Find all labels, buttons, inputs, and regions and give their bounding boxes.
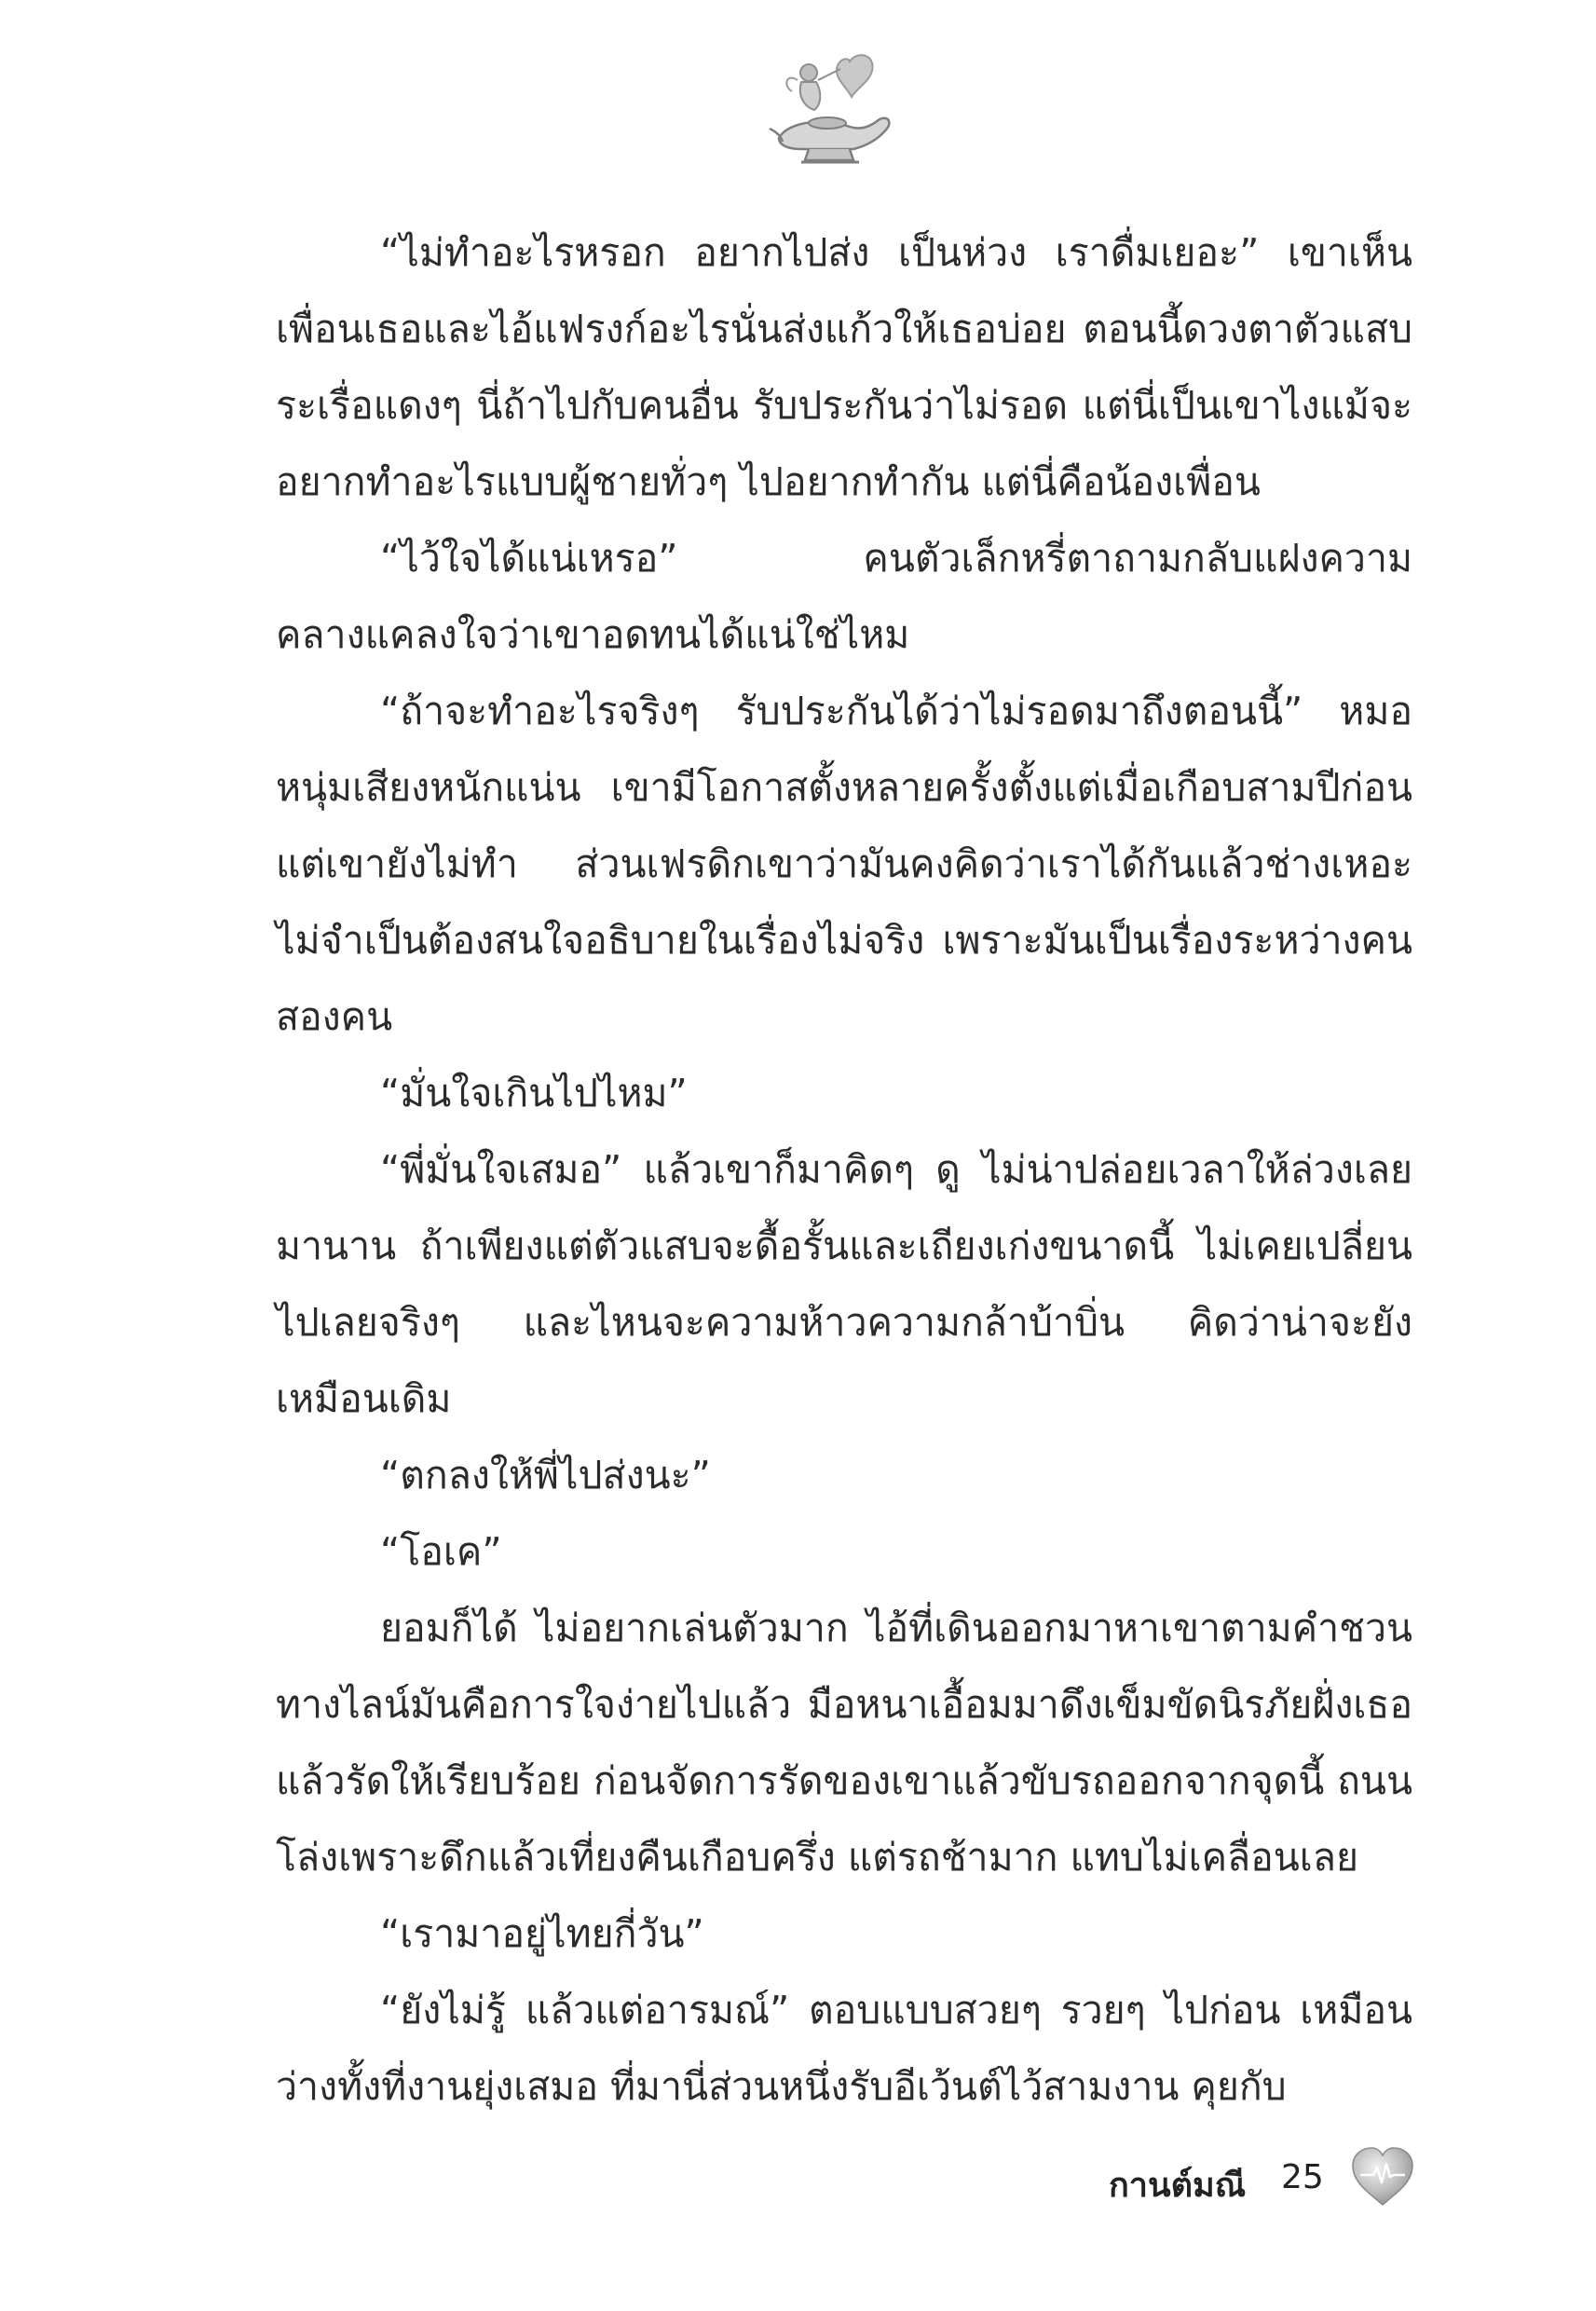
page-number: 25 xyxy=(1281,2158,1324,2196)
genie-lamp-cupid-icon xyxy=(760,48,900,179)
paragraph: “ยังไม่รู้ แล้วแต่อารมณ์” ตอบแบบสวยๆ รวยๆ ไปก่อน เหมือนว่างทั้งที่งานยุ่งเสมอ ที่มานี่ส่วนหนึ่งรับอีเว้นต์ไว้สามงาน คุยกับ xyxy=(276,1988,1412,2109)
paragraph: “ไม่ทำอะไรหรอก อยากไปส่ง เป็นห่วง เราดื่มเยอะ” เขาเห็นเพื่อนเธอและไอ้แฟรงก์อะไรนั่นส่งแก้วให้เธอบ่อย ตอนนี้ดวงตาตัวแสบระเรื่อแดงๆ นี่ถ้าไปกับคนอื่น รับประกันว่าไม่รอด แต่นี่เป็นเขาไงแม้จะอยากทำอะไรแบบผู้ชายทั่วๆ ไปอยากทำกัน แต่นี่คือน้องเพื่อน xyxy=(276,230,1412,504)
paragraph: “ถ้าจะทำอะไรจริงๆ รับประกันได้ว่าไม่รอดมาถึงตอนนี้” หมอหนุ่มเสียงหนักแน่น เขามีโอกาสตั้งหลายครั้งตั้งแต่เมื่อเกือบสามปีก่อน แต่เขายังไม่ทำ ส่วนเฟรดิกเขาว่ามันคงคิดว่าเราได้กันแล้วช่างเหอะ ไม่จำเป็นต้องสนใจอธิบายในเรื่องไม่จริง เพราะมันเป็นเรื่องระหว่างคนสองคน xyxy=(276,689,1412,1039)
heart-heartbeat-icon xyxy=(1349,2145,1416,2208)
paragraph: ยอมก็ได้ ไม่อยากเล่นตัวมาก ไอ้ที่เดินออกมาหาเขาตามคำชวนทางไลน์มันคือการใจง่ายไปแล้ว มือหนาเอื้อมมาดึงเข็มขัดนิรภัยฝั่งเธอแล้วรัดให้เรียบร้อย ก่อนจัดการรัดของเขาแล้วขับรถออกจากจุดนี้ ถนนโล่งเพราะดึกแล้วเที่ยงคืนเกือบครึ่ง แต่รถช้ามาก แทบไม่เคลื่อนเลย xyxy=(276,1606,1412,1880)
paragraph: “ไว้ใจได้แน่เหรอ” คนตัวเล็กหรี่ตาถามกลับแฝงความคลางแคลงใจว่าเขาอดทนได้แน่ใช่ไหม xyxy=(276,536,1412,657)
paragraph: “โอเค” xyxy=(380,1529,502,1574)
paragraph: “พี่มั่นใจเสมอ” แล้วเขาก็มาคิดๆ ดู ไม่น่าปล่อยเวลาให้ล่วงเลยมานาน ถ้าเพียงแต่ตัวแสบจะดื้อรั้นและเถียงเก่งขนาดนี้ ไม่เคยเปลี่ยนไปเลยจริงๆ และไหนจะความห้าวความกล้าบ้าบิ่น คิดว่าน่าจะยังเหมือนเดิม xyxy=(276,1147,1412,1421)
paragraph: “ตกลงให้พี่ไปส่งนะ” xyxy=(380,1453,711,1497)
paragraph: “เรามาอยู่ไทยกี่วัน” xyxy=(380,1911,704,1956)
story-body xyxy=(276,214,1412,2125)
paragraph: “มั่นใจเกินไปไหม” xyxy=(380,1071,688,1115)
page-footer xyxy=(1099,2145,1435,2220)
book-title: กานต์มณี xyxy=(1109,2167,1247,2205)
